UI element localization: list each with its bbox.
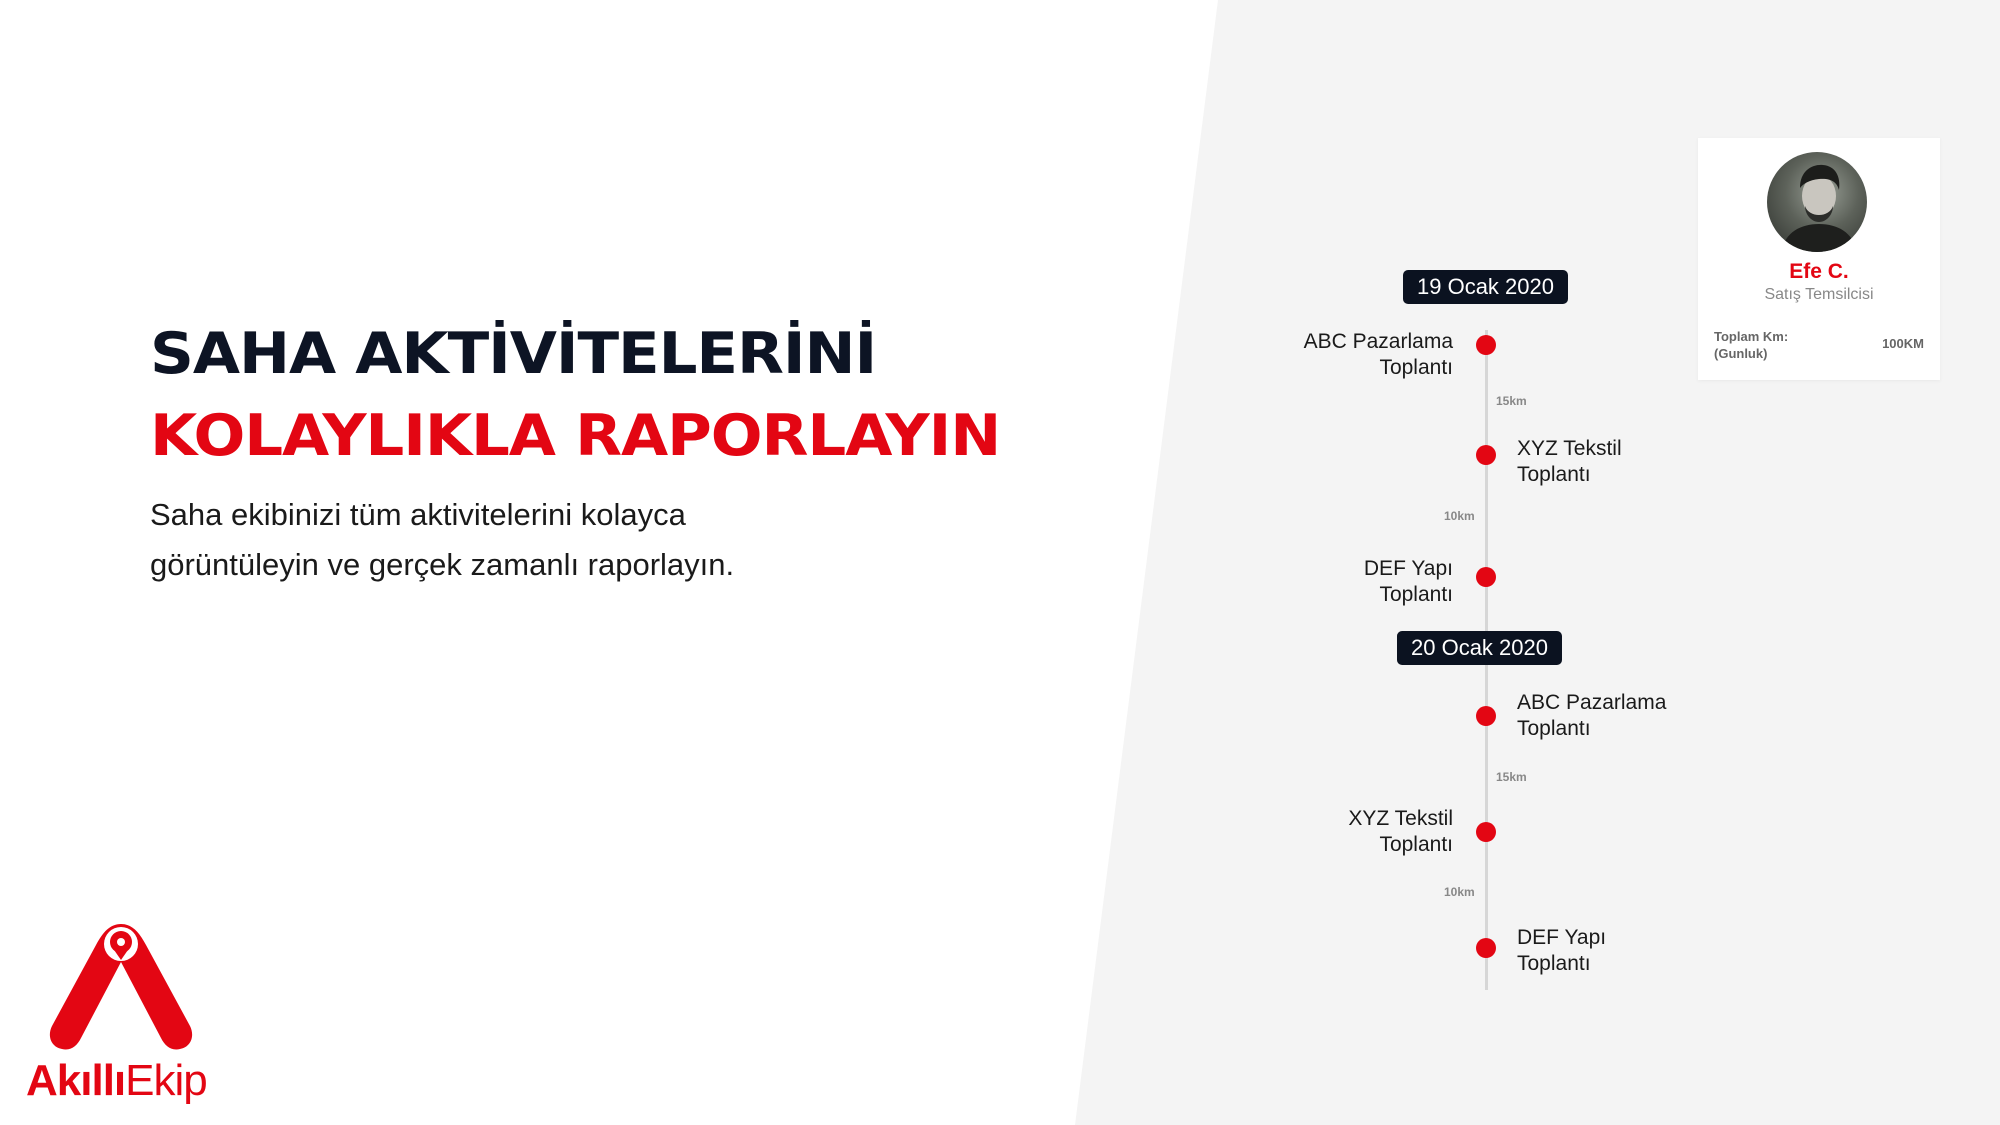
total-km-value: 100KM [1882, 336, 1924, 351]
logo-text-part-2: Ekip [125, 1056, 207, 1105]
date-badge-day-1: 19 Ocak 2020 [1403, 270, 1568, 304]
timeline-event [1348, 806, 1453, 858]
event-type: Toplantı [1517, 717, 1591, 740]
timeline-dot [1476, 445, 1496, 465]
event-type: Toplantı [1517, 952, 1591, 975]
event-title: DEF Yapı [1363, 557, 1453, 580]
distance-label: 10km [1444, 509, 1475, 523]
subtitle [150, 490, 900, 590]
timeline-dot [1476, 938, 1496, 958]
map-pin-icon [48, 918, 194, 1053]
timeline-dot [1476, 706, 1496, 726]
event-type: Toplantı [1379, 583, 1453, 606]
avatar [1767, 152, 1867, 252]
timeline-event [1364, 556, 1453, 608]
profile-card [1698, 138, 1940, 380]
timeline-event [1517, 925, 1606, 977]
event-type: Toplantı [1379, 356, 1453, 379]
date-badge-day-2: 20 Ocak 2020 [1397, 631, 1562, 665]
timeline-dot [1476, 567, 1496, 587]
event-title: ABC Pazarlama [1517, 691, 1667, 714]
logo-text [26, 1056, 207, 1106]
timeline-event [1517, 690, 1666, 742]
subtitle-line-1: Saha ekibinizi tüm aktivitelerini kolayca [150, 497, 686, 532]
total-km-label [1714, 328, 1788, 362]
akilli-ekip-logo [26, 918, 226, 1108]
headline-line-1: SAHA AKTİVİTELERİNİ [150, 321, 877, 387]
person-photo [1767, 152, 1867, 252]
subtitle-line-2: görüntüleyin ve gerçek zamanlı raporlayın. [150, 547, 735, 582]
event-type: Toplantı [1379, 833, 1453, 856]
timeline-event [1517, 436, 1622, 488]
distance-label: 15km [1496, 770, 1527, 784]
event-type: Toplantı [1517, 463, 1591, 486]
timeline-dot [1476, 822, 1496, 842]
event-title: ABC Pazarlama [1303, 330, 1453, 353]
headline [150, 313, 1000, 477]
event-title: DEF Yapı [1517, 926, 1607, 949]
event-title: XYZ Tekstil [1517, 437, 1622, 460]
timeline-event [1304, 329, 1453, 381]
headline-line-2: KOLAYLIKLA RAPORLAYIN [150, 403, 1001, 469]
profile-name: Efe C. [1789, 260, 1849, 283]
distance-label: 10km [1444, 885, 1475, 899]
total-km-label-line-1: Toplam Km: [1714, 329, 1789, 344]
timeline-dot [1476, 335, 1496, 355]
distance-label: 15km [1496, 394, 1527, 408]
profile-role: Satış Temsilcisi [1764, 286, 1874, 303]
event-title: XYZ Tekstil [1348, 807, 1453, 830]
logo-text-part-1: Akıllı [26, 1056, 126, 1105]
total-km-label-line-2: (Gunluk) [1714, 346, 1768, 361]
